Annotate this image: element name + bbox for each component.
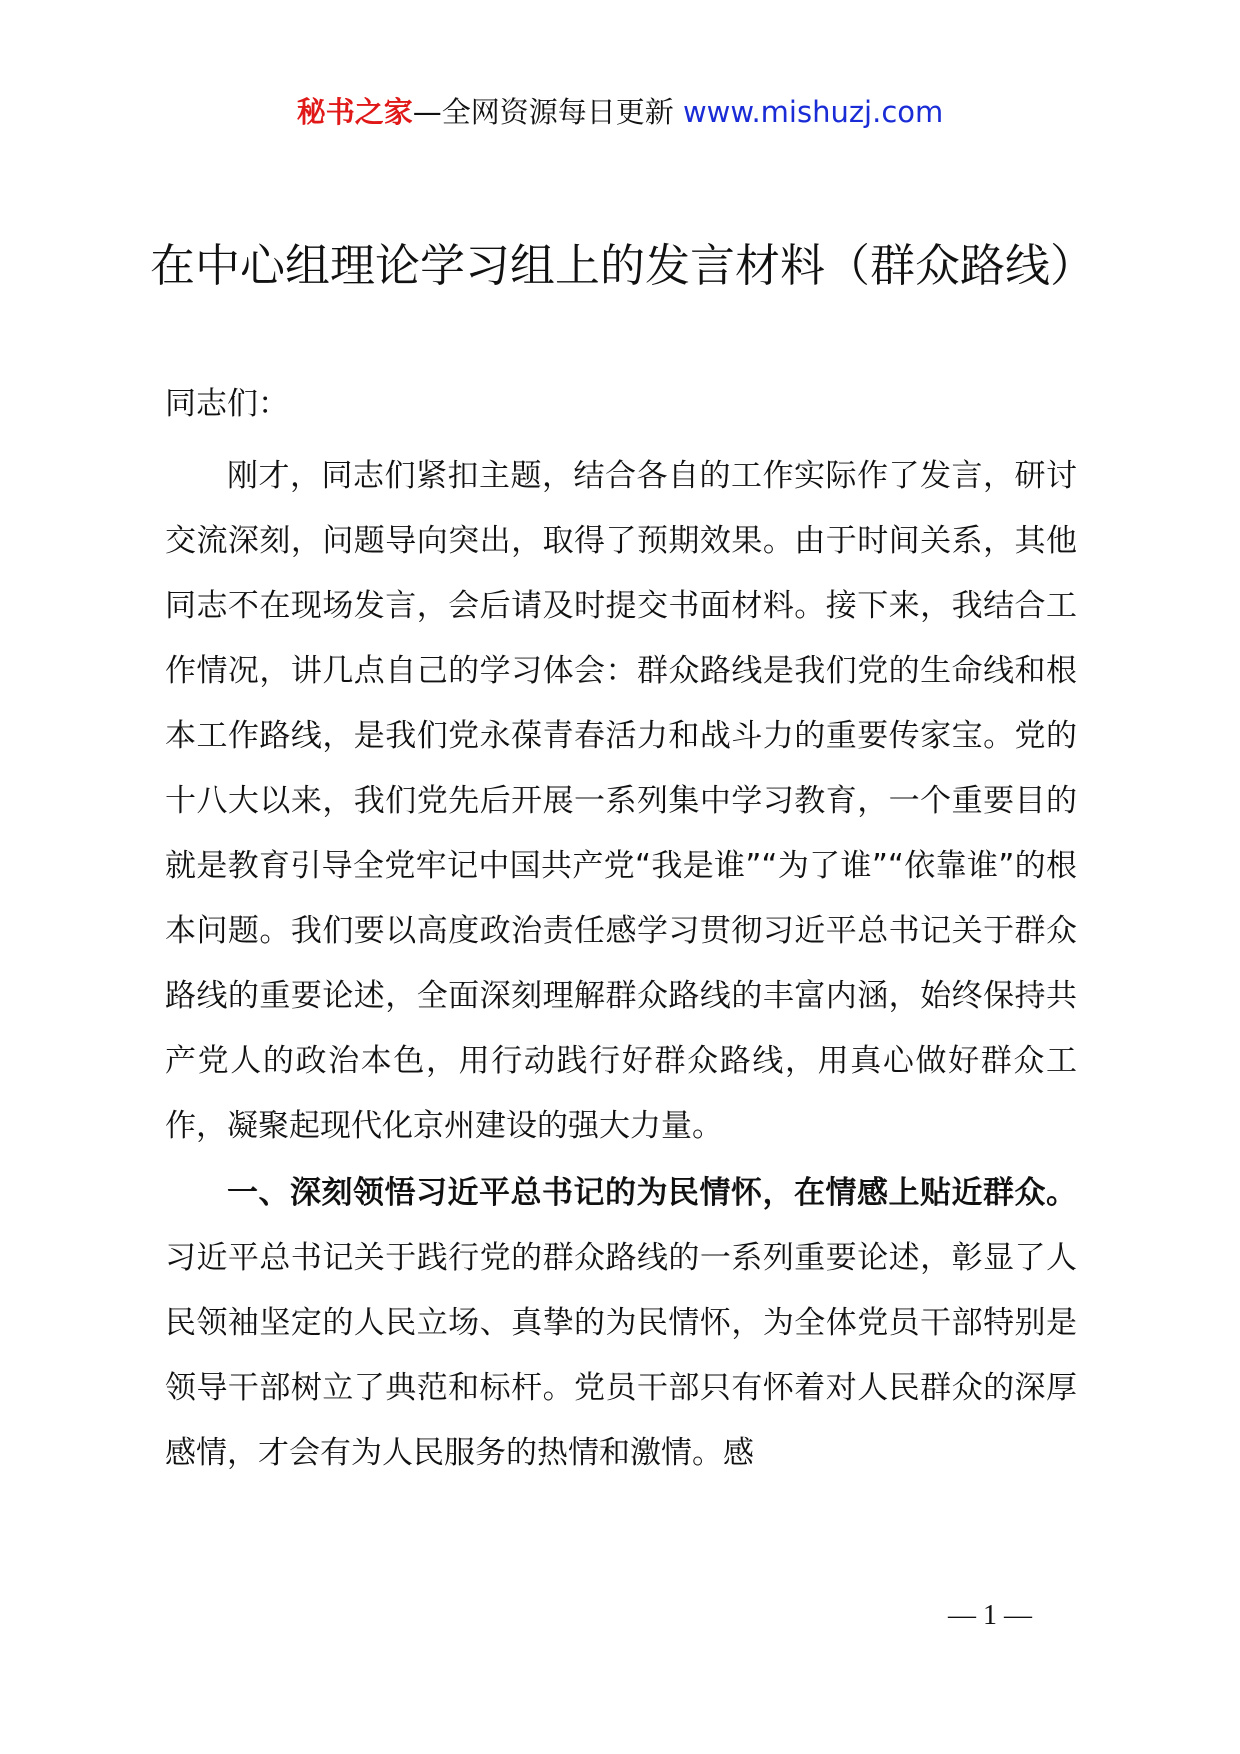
section-1-body: 习近平总书记关于践行党的群众路线的一系列重要论述，彰显了人民领袖坚定的人民立场、真挚的为民情怀，为全体党员干部特别是领导干部树立了典范和标杆。党员干部只有怀着对人民群众的深厚感情，才会有为人民服务的热情和激情。感	[165, 1240, 1077, 1471]
document-title: 在中心组理论学习组上的发言材料（群众路线）	[150, 239, 1096, 292]
site-brand: 秘书之家	[296, 95, 413, 129]
paragraph-section-1	[165, 1161, 1077, 1486]
document-body	[165, 372, 1077, 1486]
page-number: — 1 —	[948, 1600, 1032, 1631]
site-header	[0, 92, 1240, 132]
site-tagline: —全网资源每日更新	[412, 95, 674, 129]
section-1-heading: 一、深刻领悟习近平总书记的为民情怀，在情感上贴近群众。	[227, 1175, 1077, 1211]
salutation: 同志们：	[165, 386, 289, 422]
paragraph-intro: 刚才，同志们紧扣主题，结合各自的工作实际作了发言，研讨交流深刻，问题导向突出，取得了预期效果。由于时间关系，其他同志不在现场发言，会后请及时提交书面材料。接下来，我结合工作情况，讲几点自己的学习体会：群众路线是我们党的生命线和根本工作路线，是我们党永葆青春活力和战斗力的重要传家宝。党的十八大以来，我们党先后开展一系列集中学习教育，一个重要目的就是教育引导全党牢记中国共产党“我是谁”“为了谁”“依靠谁”的根本问题。我们要以高度政治责任感学习贯彻习近平总书记关于群众路线的重要论述，全面深刻理解群众路线的丰富内涵，始终保持共产党人的政治本色，用行动践行好群众路线，用真心做好群众工作，凝聚起现代化京州建设的强大力量。	[165, 458, 1077, 1144]
site-url-link[interactable]: www.mishuzj.com	[682, 95, 944, 129]
